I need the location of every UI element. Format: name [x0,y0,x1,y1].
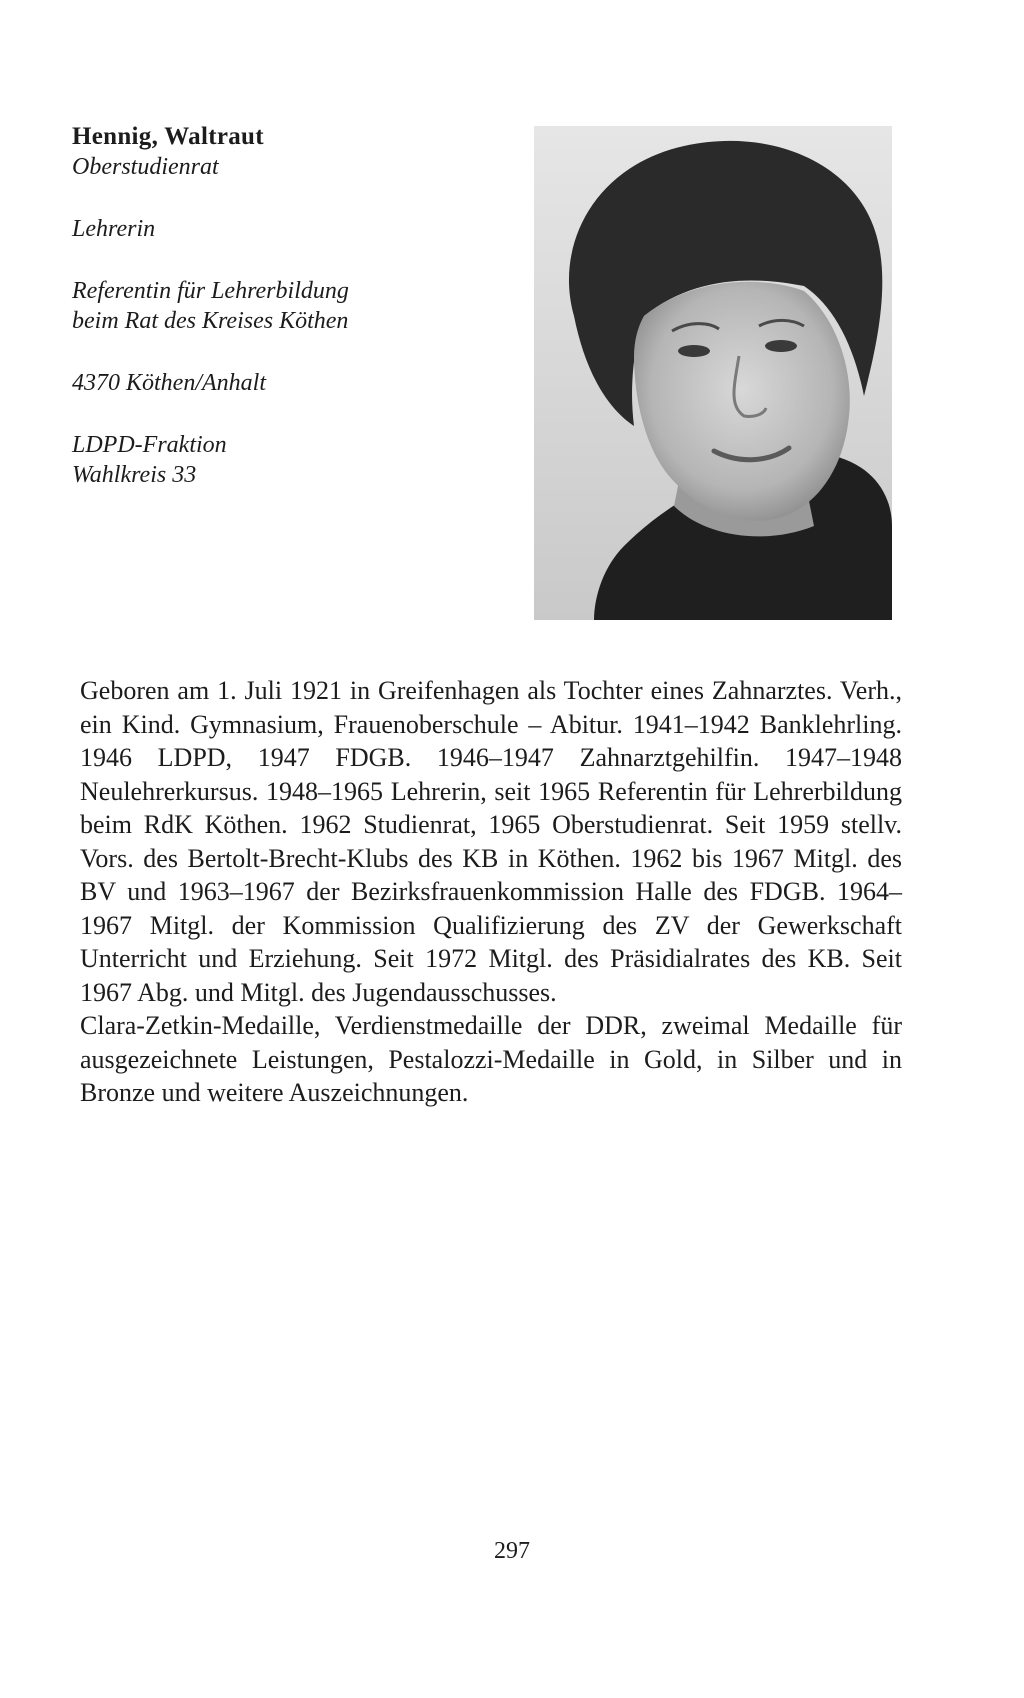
biography [80,674,902,1110]
awards-paragraph: Clara-Zetkin-Medaille, Verdienstmedaille der DDR, zweimal Medaille für ausgezeichnete Leistungen, Pestalozzi-Medaille in Gold, in Silber und in Bronze und weitere Auszeichnungen. [80,1011,902,1107]
person-name: Hennig, Waltraut [72,123,264,150]
person-position-line2: beim Rat des Kreises Köthen [72,308,349,334]
person-title: Oberstudienrat [72,154,219,180]
page-number: 297 [494,1538,530,1564]
person-constituency: Wahlkreis 33 [72,462,197,488]
person-address: 4370 Köthen/Anhalt [72,370,266,396]
person-occupation: Lehrerin [72,216,156,242]
person-faction: LDPD-Fraktion [72,432,227,458]
person-position-line1: Referentin für Lehrerbildung [72,278,349,304]
portrait-photo [534,126,892,620]
biography-paragraph: Geboren am 1. Juli 1921 in Greifenhagen als Tochter eines Zahnarztes. Verh., ein Kind. Gymnasium, Frauenoberschule – Abitur. 1941–1942 Banklehrling. 1946 LDPD, 1947 FDGB. 1946–1947 Zahnarztgehilfin. 1947–1948 Neulehrerkursus. 1948–1965 Lehrerin, seit 1965 Referentin für Lehrerbildung beim RdK Köthen. 1962 Studienrat, 1965 Oberstudienrat. Seit 1959 stellv. Vors. des Bertolt-Brecht-Klubs des KB in Köthen. 1962 bis 1967 Mitgl. des BV und 1963–1967 der Bezirksfrauenkommission Halle des FDGB. 1964–1967 Mitgl. der Kommission Qualifizierung des ZV der Gewerkschaft Unterricht und Erziehung. Seit 1972 Mitgl. des Präsidialrates des KB. Seit 1967 Abg. und Mitgl. des Jugendausschusses. [80,676,902,1007]
person-info [72,122,512,490]
